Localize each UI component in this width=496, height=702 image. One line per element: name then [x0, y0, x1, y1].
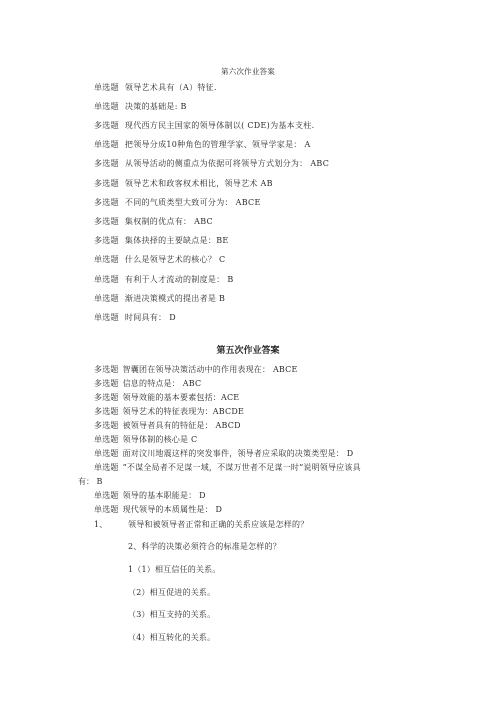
list-item — [94, 178, 273, 189]
question-text: 领导的基本职能是： D — [122, 491, 206, 500]
answer-line: 1（1）相互信任的关系。 — [128, 565, 221, 574]
question-type: 多选题 — [94, 421, 119, 430]
question-text: 什么是领导艺术的核心？ C — [124, 255, 226, 264]
question-type: 多选题 — [94, 121, 119, 130]
question-text: ”不谋全局者不足谋一域，不谋万世者不足谋一时”说明领导应该具 — [122, 463, 361, 472]
question-text: 领导艺术的特征表现为：ABCDE — [122, 407, 244, 416]
question-type: 单选题 — [94, 435, 119, 444]
question-type: 单选题 — [94, 102, 119, 111]
question-text: 集体抉择的主要缺点是：BE — [124, 236, 229, 245]
list-item — [94, 448, 353, 459]
list-item — [94, 312, 176, 323]
question-type: 多选题 — [94, 217, 119, 226]
question-type: 多选题 — [94, 393, 119, 402]
question-text: 现代领导的本质属性是： D — [122, 505, 223, 514]
list-item — [94, 274, 234, 285]
list-item — [94, 364, 298, 375]
question-type: 单选题 — [94, 140, 119, 149]
question-type: 单选题 — [94, 275, 119, 284]
question-type: 多选题 — [94, 407, 119, 416]
question-text: 把领导分成10种角色的管理学家、领导学家是： A — [124, 140, 311, 149]
question-type: 单选题 — [94, 463, 119, 472]
list-item — [94, 139, 311, 150]
list-item — [94, 120, 314, 131]
question-type: 单选题 — [94, 505, 119, 514]
question-text: 智囊团在领导决策活动中的作用表现在： ABCE — [122, 365, 298, 374]
list-item — [94, 462, 361, 473]
question-type: 单选题 — [94, 313, 119, 322]
question-type: 单选题 — [94, 83, 119, 92]
answer-line: （3）相互支持的关系。 — [128, 610, 216, 619]
question-text: 不同的气质类型大致可分为： ABCE — [124, 198, 261, 207]
list-item — [94, 434, 197, 445]
question-type: 单选题 — [94, 449, 119, 458]
question-text: 决策的基础是: B — [124, 102, 187, 111]
list-item — [94, 392, 239, 403]
list-item — [94, 504, 222, 515]
list-item — [94, 101, 187, 112]
question-text: 2、科学的决策必须符合的标准是怎样的？ — [128, 542, 281, 551]
question-number: 1、 — [94, 520, 108, 529]
section5-title: 第五次作业答案 — [216, 346, 280, 356]
list-item — [94, 197, 261, 208]
question-text: 被领导者具有的特征是： ABCD — [122, 421, 241, 430]
question-text: 有利于人才流动的制度是： B — [124, 275, 234, 284]
question-text: 面对汶川地震这样的突发事件，领导者应采取的决策类型是： D — [122, 449, 354, 458]
list-item — [94, 420, 241, 431]
question-text: 领导和被领导者正常和正确的关系应该是怎样的？ — [128, 520, 309, 529]
question-text: 领导效能的基本要素包括：ACE — [122, 393, 240, 402]
question-text: 领导体制的核心是 C — [122, 435, 198, 444]
answer-line: （2）相互促进的关系。 — [128, 588, 216, 597]
question-type: 单选题 — [94, 491, 119, 500]
question-text: 领导艺术和政客权术相比，领导艺术 AB — [124, 179, 273, 188]
question-type: 多选题 — [94, 179, 119, 188]
question-type: 多选题 — [94, 236, 119, 245]
question-text: 渐进决策模式的提出者是 B — [124, 294, 226, 303]
question-text: 集权制的优点有： ABC — [124, 217, 213, 226]
list-item — [94, 378, 201, 389]
question-type: 多选题 — [94, 365, 119, 374]
question-type: 多选题 — [94, 159, 119, 168]
question-text: 时间具有： D — [124, 313, 176, 322]
question-text: 领导艺术具有（A）特征. — [124, 83, 217, 92]
question-type: 单选题 — [94, 255, 119, 264]
section6-title: 第六次作业答案 — [221, 67, 275, 76]
question-text: 信息的特点是： ABC — [122, 379, 202, 388]
list-item — [94, 235, 229, 246]
list-item — [94, 490, 206, 501]
list-item — [94, 406, 244, 417]
question-text: 从领导活动的侧重点为依据可将领导方式划分为： ABC — [124, 159, 330, 168]
list-item — [94, 82, 217, 93]
question-type: 单选题 — [94, 294, 119, 303]
answer-line: （4）相互转化的关系。 — [128, 633, 216, 642]
question-type: 多选题 — [94, 379, 119, 388]
list-item — [94, 216, 213, 227]
list-item-continuation: 有： B — [78, 477, 103, 486]
question-text: 现代西方民主国家的领导体制以( CDE)为基本支柱. — [124, 121, 315, 130]
question-type: 多选题 — [94, 198, 119, 207]
list-item — [94, 293, 225, 304]
list-item — [94, 158, 329, 169]
list-item — [94, 254, 225, 265]
